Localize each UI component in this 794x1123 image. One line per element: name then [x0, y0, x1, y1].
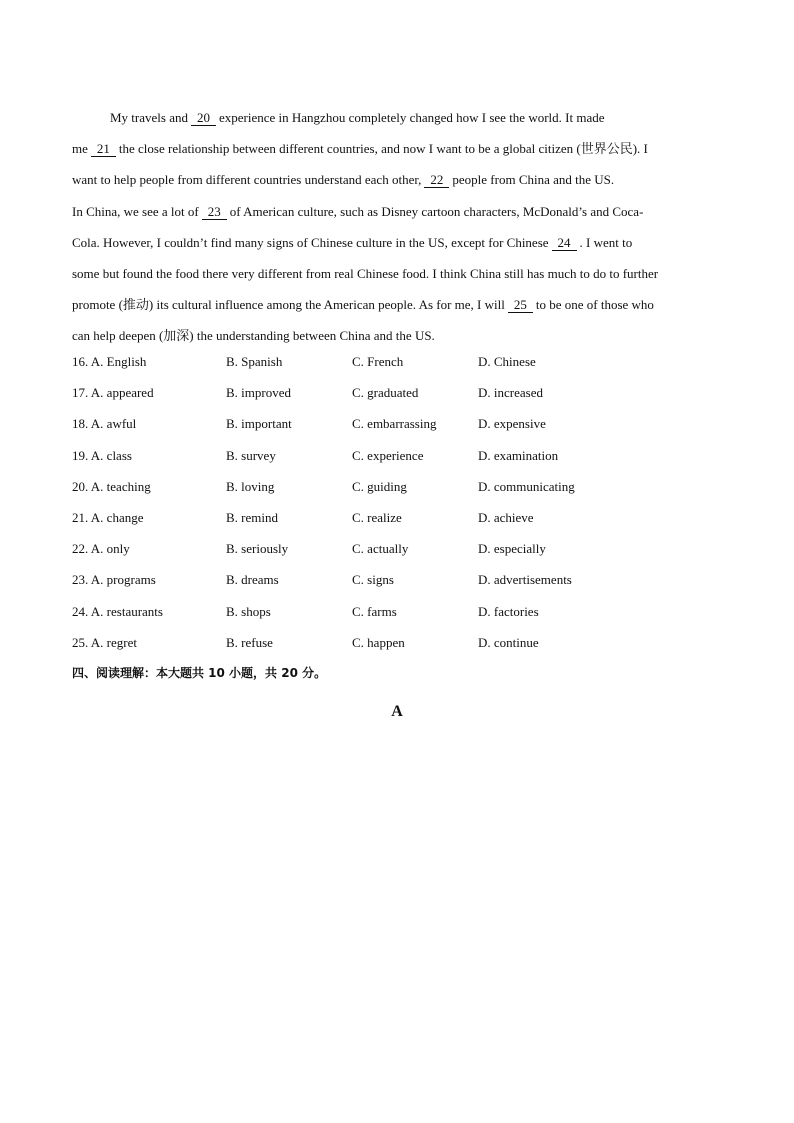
blank-23: 23 — [202, 205, 227, 220]
option-a: 25. A. regret — [72, 634, 137, 650]
blank-21: 21 — [91, 142, 116, 157]
passage-line-4 — [72, 196, 722, 227]
passage-text: to be one of those who — [535, 297, 654, 313]
option-b: B. remind — [226, 509, 278, 525]
passage-text: want to help people from different countries understand each other, — [72, 172, 422, 188]
option-b: B. survey — [226, 447, 276, 463]
question-17-options — [72, 377, 722, 408]
option-b: B. refuse — [226, 634, 273, 650]
section-heading: 四、阅读理解：本大题共 10 小题，共 20 分。 — [72, 666, 327, 680]
option-d: D. achieve — [478, 509, 534, 525]
passage-line-5 — [72, 227, 722, 258]
option-a: 21. A. change — [72, 509, 144, 525]
option-b: B. shops — [226, 603, 271, 619]
passage-text: me — [72, 141, 88, 157]
passage-line-3 — [72, 164, 722, 195]
option-c: C. happen — [352, 634, 405, 650]
question-21-options — [72, 502, 722, 533]
blank-20: 20 — [191, 111, 216, 126]
option-a: 16. A. English — [72, 354, 147, 369]
question-22-options — [72, 533, 722, 564]
passage-text: . I went to — [579, 234, 633, 250]
option-d: D. expensive — [478, 416, 546, 432]
cloze-passage — [72, 102, 722, 352]
option-c: C. farms — [352, 603, 397, 619]
option-c: C. actually — [352, 541, 409, 557]
question-18-options — [72, 408, 722, 439]
passage-line-1 — [72, 102, 722, 133]
passage-text: the close relationship between different countries, and now I want to be a global citizen (世界公民). I — [118, 141, 648, 157]
passage-line-7 — [72, 289, 722, 320]
question-16-options — [72, 346, 722, 377]
passage-text: In China, we see a lot of — [72, 203, 199, 219]
option-d: D. increased — [478, 385, 543, 401]
option-d: D. Chinese — [478, 354, 536, 369]
passage-text: of American culture, such as Disney cartoon characters, McDonald’s and Coca- — [229, 203, 644, 219]
option-c: C. experience — [352, 447, 424, 463]
part-letter: A — [391, 703, 403, 720]
option-b: B. seriously — [226, 541, 289, 557]
option-b: B. loving — [226, 478, 275, 494]
passage-line-6: some but found the food there very different from real Chinese food. I think China still has much to do to further — [72, 266, 659, 282]
option-c: C. guiding — [352, 478, 407, 494]
passage-text: Cola. However, I couldn’t find many signs of Chinese culture in the US, except for Chinese — [72, 234, 549, 250]
option-b: B. important — [226, 416, 292, 432]
question-19-options — [72, 440, 722, 471]
option-c: C. realize — [352, 509, 402, 525]
passage-text: promote (推动) its cultural influence among the American people. As for me, I will — [72, 297, 505, 313]
option-d: D. communicating — [478, 478, 575, 494]
option-b: B. Spanish — [226, 354, 283, 369]
option-b: B. improved — [226, 385, 291, 401]
option-b: B. dreams — [226, 572, 279, 588]
passage-line-8: can help deepen (加深) the understanding between China and the US. — [72, 328, 435, 344]
answer-options — [72, 346, 722, 658]
option-d: D. especially — [478, 541, 546, 557]
question-23-options — [72, 564, 722, 595]
question-25-options — [72, 627, 722, 658]
question-24-options — [72, 596, 722, 627]
option-c: C. signs — [352, 572, 394, 588]
passage-text: people from China and the US. — [452, 172, 615, 188]
option-d: D. continue — [478, 634, 539, 650]
option-a: 17. A. appeared — [72, 385, 154, 401]
passage-text: experience in Hangzhou completely changed how I see the world. It made — [218, 110, 605, 125]
option-a: 19. A. class — [72, 447, 132, 463]
option-a: 22. A. only — [72, 541, 130, 557]
blank-24: 24 — [552, 236, 577, 251]
option-a: 23. A. programs — [72, 572, 156, 588]
option-a: 20. A. teaching — [72, 478, 151, 494]
option-a: 18. A. awful — [72, 416, 137, 432]
option-c: C. embarrassing — [352, 416, 437, 432]
blank-25: 25 — [508, 298, 533, 313]
option-a: 24. A. restaurants — [72, 603, 163, 619]
option-c: C. French — [352, 354, 404, 369]
passage-text: My travels and — [110, 110, 188, 125]
option-d: D. advertisements — [478, 572, 572, 588]
option-c: C. graduated — [352, 385, 419, 401]
option-d: D. examination — [478, 447, 559, 463]
passage-line-2 — [72, 133, 722, 164]
question-20-options — [72, 471, 722, 502]
blank-22: 22 — [424, 173, 449, 188]
option-d: D. factories — [478, 603, 539, 619]
